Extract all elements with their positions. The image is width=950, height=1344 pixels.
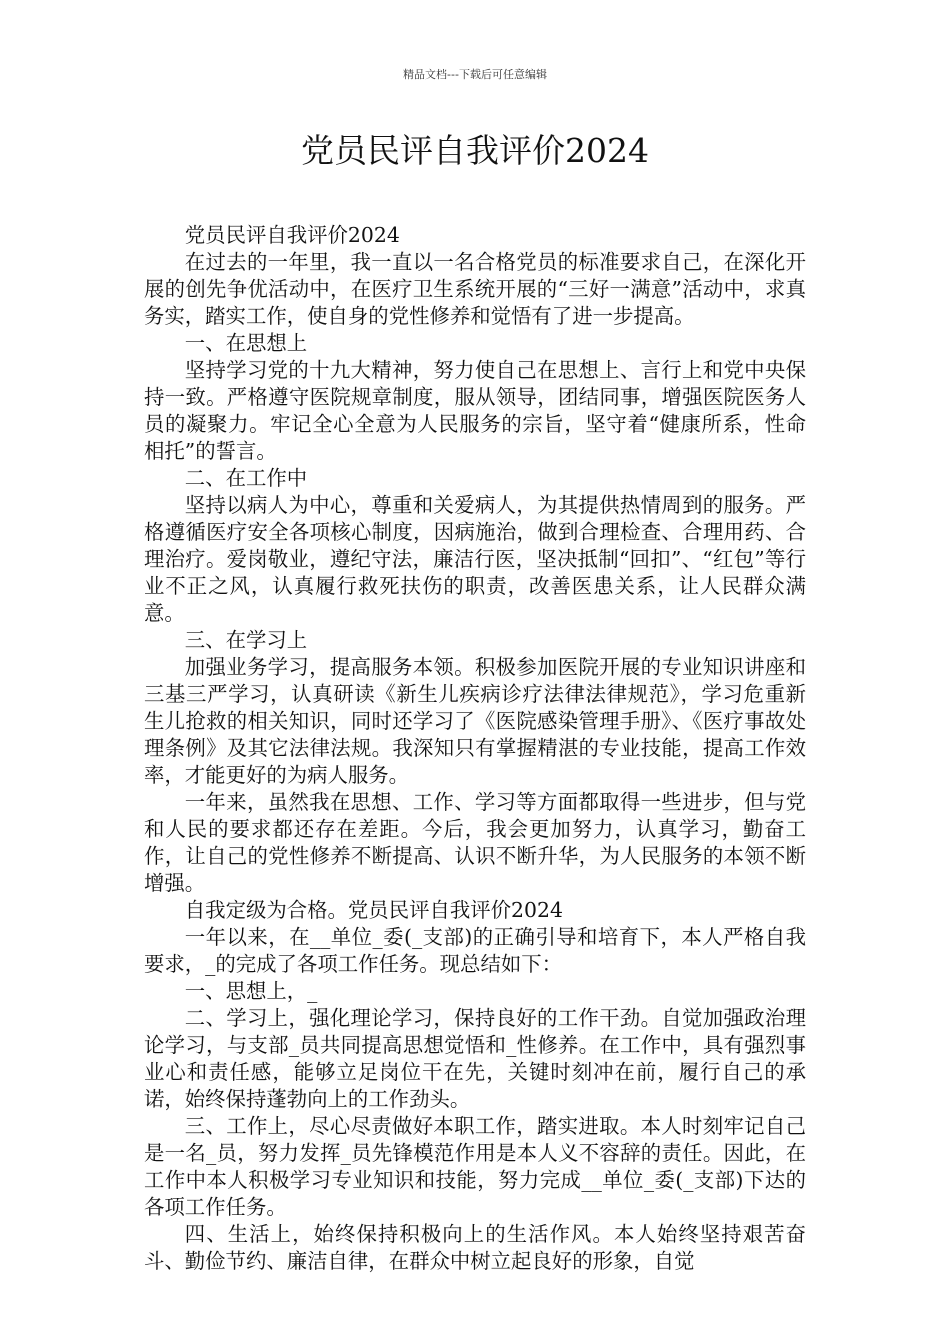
document-title: 党员民评自我评价2024 — [301, 131, 649, 170]
header-note: 精品文档---下载后可任意编辑 — [403, 68, 547, 81]
paragraph: 四、生活上，始终保持积极向上的生活作风。本人始终坚持艰苦奋斗、勤俭节约、廉洁自律，在群众中树立起良好的形象，自觉 — [144, 1222, 806, 1273]
section-heading: 二、在工作中 — [184, 466, 308, 490]
section-heading: 一、思想上，_ — [184, 979, 318, 1003]
paragraph: 一年以来，在__单位_委(_支部)的正确引导和培育下，本人严格自我要求，_的完成了各项工作任务。现总结如下： — [144, 925, 806, 976]
paragraph: 二、学习上，强化理论学习，保持良好的工作干劲。自觉加强政治理论学习，与支部_员共同提高思想觉悟和_性修养。在工作中，具有强烈事业心和责任感，能够立足岗位干在先，关键时刻冲在前，履行自己的承诺，始终保持蓬勃向上的工作劲头。 — [144, 1006, 806, 1111]
paragraph: 坚持以病人为中心，尊重和关爱病人，为其提供热情周到的服务。严格遵循医疗安全各项核心制度，因病施治，做到合理检查、合理用药、合理治疗。爱岗敬业，遵纪守法，廉洁行医，坚决抵制“回扣”、“红包”等行业不正之风，认真履行救死扶伤的职责，改善医患关系，让人民群众满意。 — [144, 493, 806, 625]
paragraph: 一年来，虽然我在思想、工作、学习等方面都取得一些进步，但与党和人民的要求都还存在差距。今后，我会更加努力，认真学习，勤奋工作，让自己的党性修养不断提高、认识不断升华，为人民服务的本领不断增强。 — [144, 790, 806, 895]
paragraph: 党员民评自我评价2024 — [184, 223, 400, 247]
paragraph: 加强业务学习，提高服务本领。积极参加医院开展的专业知识讲座和三基三严学习，认真研读《新生儿疾病诊疗法律法律规范》，学习危重新生儿抢救的相关知识，同时还学习了《医院感染管理手册》、《医疗事故处理条例》及其它法律法规。我深知只有掌握精湛的专业技能，提高工作效率，才能更好的为病人服务。 — [144, 655, 806, 787]
paragraph: 在过去的一年里，我一直以一名合格党员的标准要求自己，在深化开展的创先争优活动中，在医疗卫生系统开展的“三好一满意”活动中，求真务实，踏实工作，使自身的党性修养和觉悟有了进一步提高。 — [144, 250, 806, 328]
document-body — [144, 222, 806, 1275]
paragraph: 自我定级为合格。党员民评自我评价2024 — [184, 898, 563, 922]
section-heading: 一、在思想上 — [184, 331, 308, 355]
paragraph: 三、工作上，尽心尽责做好本职工作，踏实进取。本人时刻牢记自己是一名_员，努力发挥_员先锋模范作用是本人义不容辞的责任。因此，在工作中本人积极学习专业知识和技能，努力完成__单位_委(_支部)下达的各项工作任务。 — [144, 1114, 806, 1219]
paragraph: 坚持学习党的十九大精神，努力使自己在思想上、言行上和党中央保持一致。严格遵守医院规章制度，服从领导，团结同事，增强医院医务人员的凝聚力。牢记全心全意为人民服务的宗旨，坚守着“健康所系，性命相托”的誓言。 — [144, 358, 806, 463]
section-heading: 三、在学习上 — [184, 628, 308, 652]
